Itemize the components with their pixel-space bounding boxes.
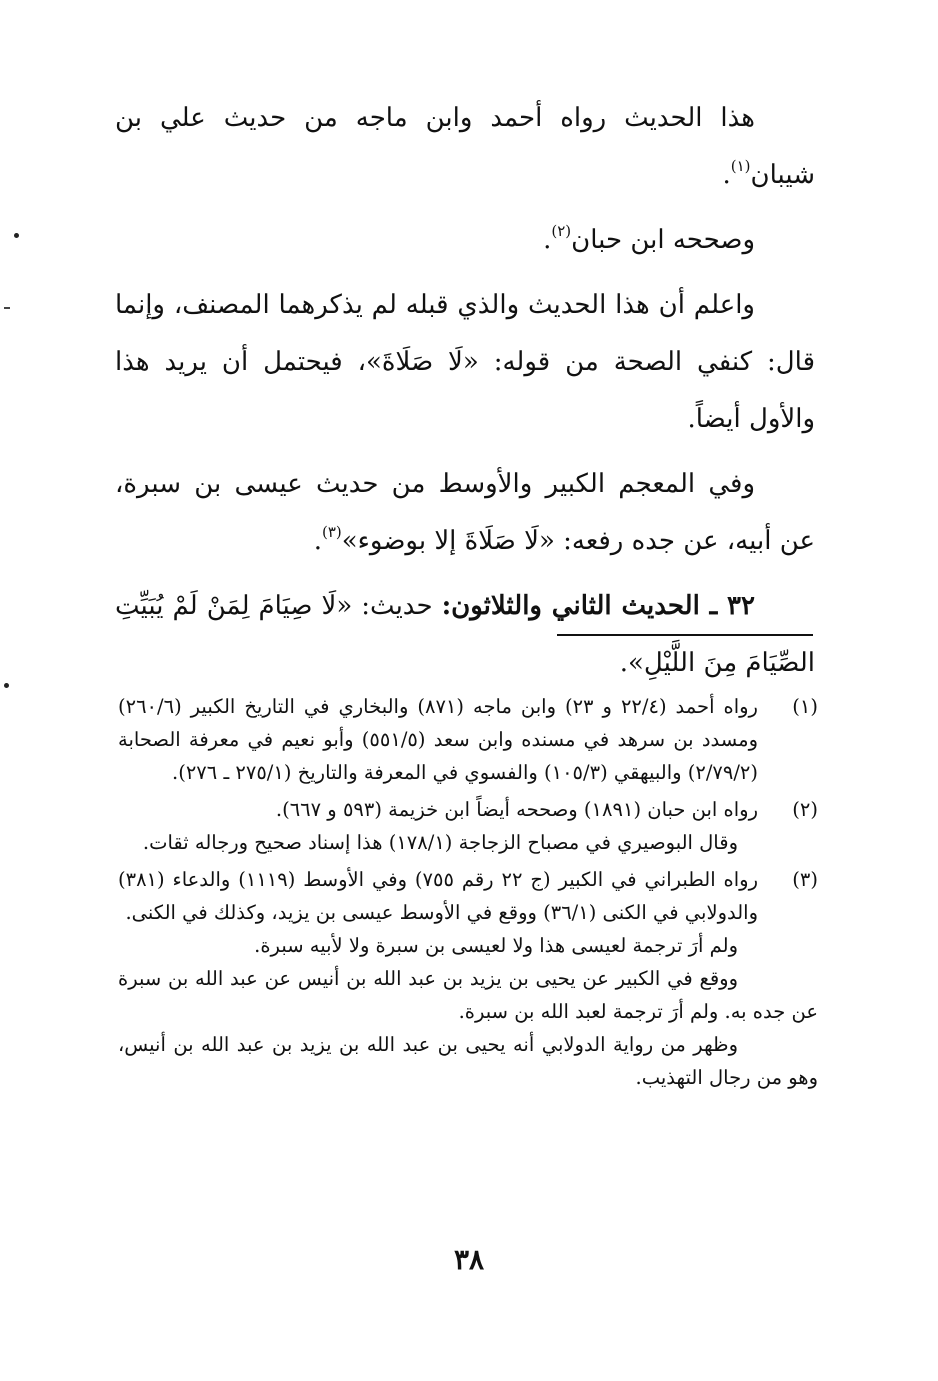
hadith-heading: ٣٢ ـ الحديث الثاني والثلاثون: xyxy=(441,591,755,621)
footnote-1-number: (١) xyxy=(792,695,818,718)
paragraph-4-text: وفي المعجم الكبير والأوسط من حديث عيسى بن سبرة، عن أبيه، عن جده رفعه: «لَا صَلَاةَ إلا بوضوء» xyxy=(115,469,815,556)
paragraph-1-text: هذا الحديث رواه أحمد وابن ماجه من حديث علي بن شيبان xyxy=(115,103,815,190)
paragraph-2-end: . xyxy=(543,225,552,255)
paragraph-3 xyxy=(115,277,815,448)
footnote-ref-1: (١) xyxy=(730,157,751,175)
footnote-ref-2: (٢) xyxy=(551,222,572,240)
footnote-3-text: رواه الطبراني في الكبير (ج ٢٢ رقم ٧٥٥) وفي الأوسط (١١١٩) والدعاء (٣٨١) والدولابي في الكنى (٣٦/١) ووقع في الأوسط عيسى بن يزيد، وكذلك في الكنى. xyxy=(118,868,759,924)
footnote-1 xyxy=(118,690,818,789)
paragraph-3-text: واعلم أن هذا الحديث والذي قبله لم يذكرهما المصنف، وإنما قال: كنفي الصحة من قوله: «لَا صَلَاةَ»، فيحتمل أن يريد هذا والأول أيضاً. xyxy=(115,290,816,434)
main-text xyxy=(115,90,815,700)
footnote-separator xyxy=(557,634,813,636)
scan-mark xyxy=(4,307,10,309)
footnote-2-text: رواه ابن حبان (١٨٩١) وصححه أيضاً ابن خزيمة (٥٩٣ و ٦٦٧). xyxy=(275,798,758,821)
footnote-2 xyxy=(118,793,818,859)
paragraph-2 xyxy=(115,212,815,269)
footnote-2-number: (٢) xyxy=(792,798,818,821)
footnote-3-number: (٣) xyxy=(792,868,818,891)
scan-speck xyxy=(14,233,19,238)
footnote-1-text: رواه أحمد (٢٢/٤ و ٢٣) وابن ماجه (٨٧١) والبخاري في التاريخ الكبير (٢٦٠/٦) ومسدد بن سرهد في مسنده وابن سعد (٥٥١/٥) وأبو نعيم في معرفة الصحابة (٢/٧٩/٢) والبيهقي (١٠٥/٣) والفسوي في المعرفة والتاريخ (٢٧٥/١ ـ ٢٧٦). xyxy=(118,695,758,784)
paragraph-4 xyxy=(115,456,815,570)
footnote-ref-3: (٣) xyxy=(321,523,342,541)
page-number: ٣٨ xyxy=(453,1243,485,1276)
footnote-3-extra-2: ووقع في الكبير عن يحيى بن يزيد بن عبد الله بن أنيس عن عبد الله بن سبرة عن جده به. ولم أرَ ترجمة لعبد الله بن سبرة. xyxy=(118,967,818,1023)
scan-speck xyxy=(4,683,9,688)
footnote-3-extra-1: ولم أرَ ترجمة لعيسى هذا ولا لعيسى بن سبرة ولا لأبيه سبرة. xyxy=(254,934,738,957)
paragraph-5-text: حديث: «لَا صِيَامَ لِمَنْ لَمْ يُبَيِّتِ الصِّيَامَ مِنَ اللَّيْلِ». xyxy=(115,591,815,678)
paragraph-1-end: . xyxy=(722,160,731,190)
footnotes xyxy=(118,690,818,1098)
footnote-2-extra: وقال البوصيري في مصباح الزجاجة (١٧٨/١) هذا إسناد صحيح ورجاله ثقات. xyxy=(142,831,738,854)
footnote-3-extra-3: وظهر من رواية الدولابي أنه يحيى بن عبد الله بن يزيد بن عبد الله بن أنيس، وهو من رجال التهذيب. xyxy=(118,1033,818,1089)
paragraph-4-end: . xyxy=(313,526,322,556)
footnote-3 xyxy=(118,863,818,1094)
paragraph-1 xyxy=(115,90,815,204)
paragraph-2-text: وصححه ابن حبان xyxy=(571,225,755,255)
